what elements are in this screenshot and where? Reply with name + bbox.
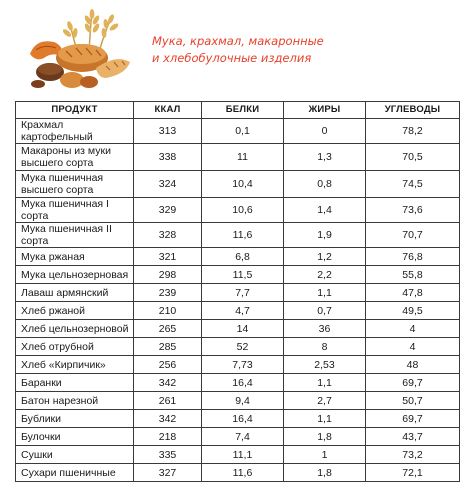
product-cell: Мука пшеничная I сорта (16, 198, 134, 223)
kcal-cell: 321 (134, 248, 202, 266)
fat-cell: 1,1 (284, 284, 366, 302)
table-row (16, 320, 460, 338)
fat-cell: 1,1 (284, 410, 366, 428)
title-line-1: Мука, крахмал, макаронные (152, 34, 324, 48)
table-row (16, 284, 460, 302)
carbs-cell: 4 (366, 338, 460, 356)
kcal-cell: 210 (134, 302, 202, 320)
fat-cell: 1,1 (284, 374, 366, 392)
protein-cell: 10,6 (202, 198, 284, 223)
kcal-cell: 256 (134, 356, 202, 374)
carbs-cell: 73,2 (366, 446, 460, 464)
product-cell: Хлеб ржаной (16, 302, 134, 320)
table-row (16, 302, 460, 320)
kcal-cell: 329 (134, 198, 202, 223)
bread-and-wheat-icon (26, 4, 132, 96)
nutrition-table (15, 101, 460, 482)
table-row (16, 171, 460, 198)
kcal-cell: 324 (134, 171, 202, 198)
fat-cell: 1,8 (284, 464, 366, 482)
protein-cell: 11 (202, 144, 284, 171)
protein-cell: 16,4 (202, 410, 284, 428)
protein-cell: 52 (202, 338, 284, 356)
fat-cell: 1,2 (284, 248, 366, 266)
column-header-kcal: ККАЛ (134, 102, 202, 119)
title-line-2: и хлебобулочные изделия (152, 51, 312, 65)
kcal-cell: 313 (134, 119, 202, 144)
protein-cell: 14 (202, 320, 284, 338)
fat-cell: 8 (284, 338, 366, 356)
product-cell: Мука пшеничная II сорта (16, 223, 134, 248)
table-row (16, 392, 460, 410)
protein-cell: 11,6 (202, 464, 284, 482)
carbs-cell: 72,1 (366, 464, 460, 482)
kcal-cell: 342 (134, 374, 202, 392)
fat-cell: 2,7 (284, 392, 366, 410)
kcal-cell: 285 (134, 338, 202, 356)
kcal-cell: 239 (134, 284, 202, 302)
product-cell: Булочки (16, 428, 134, 446)
carbs-cell: 73,6 (366, 198, 460, 223)
protein-cell: 11,5 (202, 266, 284, 284)
header (0, 0, 474, 96)
carbs-cell: 48 (366, 356, 460, 374)
carbs-cell: 74,5 (366, 171, 460, 198)
table-row (16, 338, 460, 356)
kcal-cell: 327 (134, 464, 202, 482)
carbs-cell: 49,5 (366, 302, 460, 320)
carbs-cell: 70,5 (366, 144, 460, 171)
table-body (16, 119, 460, 482)
table-header-row (16, 102, 460, 119)
product-cell: Бублики (16, 410, 134, 428)
product-cell: Хлеб отрубной (16, 338, 134, 356)
kcal-cell: 335 (134, 446, 202, 464)
product-cell: Баранки (16, 374, 134, 392)
fat-cell: 2,53 (284, 356, 366, 374)
carbs-cell: 70,7 (366, 223, 460, 248)
fat-cell: 1,3 (284, 144, 366, 171)
protein-cell: 10,4 (202, 171, 284, 198)
carbs-cell: 69,7 (366, 410, 460, 428)
column-header-carbs: УГЛЕВОДЫ (366, 102, 460, 119)
kcal-cell: 338 (134, 144, 202, 171)
kcal-cell: 328 (134, 223, 202, 248)
table-row (16, 464, 460, 482)
fat-cell: 0,8 (284, 171, 366, 198)
kcal-cell: 218 (134, 428, 202, 446)
protein-cell: 16,4 (202, 374, 284, 392)
protein-cell: 9,4 (202, 392, 284, 410)
column-header-fat: ЖИРЫ (284, 102, 366, 119)
table-row (16, 428, 460, 446)
table-row (16, 266, 460, 284)
kcal-cell: 342 (134, 410, 202, 428)
fat-cell: 0,7 (284, 302, 366, 320)
carbs-cell: 50,7 (366, 392, 460, 410)
table-row (16, 119, 460, 144)
fat-cell: 1,8 (284, 428, 366, 446)
protein-cell: 11,6 (202, 223, 284, 248)
table-row (16, 198, 460, 223)
table-row (16, 248, 460, 266)
carbs-cell: 43,7 (366, 428, 460, 446)
protein-cell: 0,1 (202, 119, 284, 144)
column-header-protein: БЕЛКИ (202, 102, 284, 119)
fat-cell: 1 (284, 446, 366, 464)
fat-cell: 1,9 (284, 223, 366, 248)
fat-cell: 36 (284, 320, 366, 338)
protein-cell: 6,8 (202, 248, 284, 266)
table-row (16, 144, 460, 171)
carbs-cell: 78,2 (366, 119, 460, 144)
product-cell: Мука пшеничная высшего сорта (16, 171, 134, 198)
kcal-cell: 261 (134, 392, 202, 410)
protein-cell: 4,7 (202, 302, 284, 320)
product-cell: Мука ржаная (16, 248, 134, 266)
table-row (16, 446, 460, 464)
carbs-cell: 47,8 (366, 284, 460, 302)
product-cell: Мука цельнозерновая (16, 266, 134, 284)
product-cell: Сушки (16, 446, 134, 464)
product-cell: Батон нарезной (16, 392, 134, 410)
page-title (152, 33, 452, 67)
table-row (16, 356, 460, 374)
product-cell: Крахмал картофельный (16, 119, 134, 144)
carbs-cell: 55,8 (366, 266, 460, 284)
carbs-cell: 76,8 (366, 248, 460, 266)
table-row (16, 223, 460, 248)
product-cell: Лаваш армянский (16, 284, 134, 302)
carbs-cell: 4 (366, 320, 460, 338)
column-header-product: ПРОДУКТ (16, 102, 134, 119)
table-row (16, 410, 460, 428)
protein-cell: 11,1 (202, 446, 284, 464)
fat-cell: 0 (284, 119, 366, 144)
fat-cell: 2,2 (284, 266, 366, 284)
carbs-cell: 69,7 (366, 374, 460, 392)
protein-cell: 7,73 (202, 356, 284, 374)
product-cell: Макароны из муки высшего сорта (16, 144, 134, 171)
fat-cell: 1,4 (284, 198, 366, 223)
kcal-cell: 298 (134, 266, 202, 284)
table-row (16, 374, 460, 392)
protein-cell: 7,4 (202, 428, 284, 446)
product-cell: Хлеб цельнозерновой (16, 320, 134, 338)
protein-cell: 7,7 (202, 284, 284, 302)
product-cell: Хлеб «Кирпичик» (16, 356, 134, 374)
kcal-cell: 265 (134, 320, 202, 338)
product-cell: Сухари пшеничные (16, 464, 134, 482)
